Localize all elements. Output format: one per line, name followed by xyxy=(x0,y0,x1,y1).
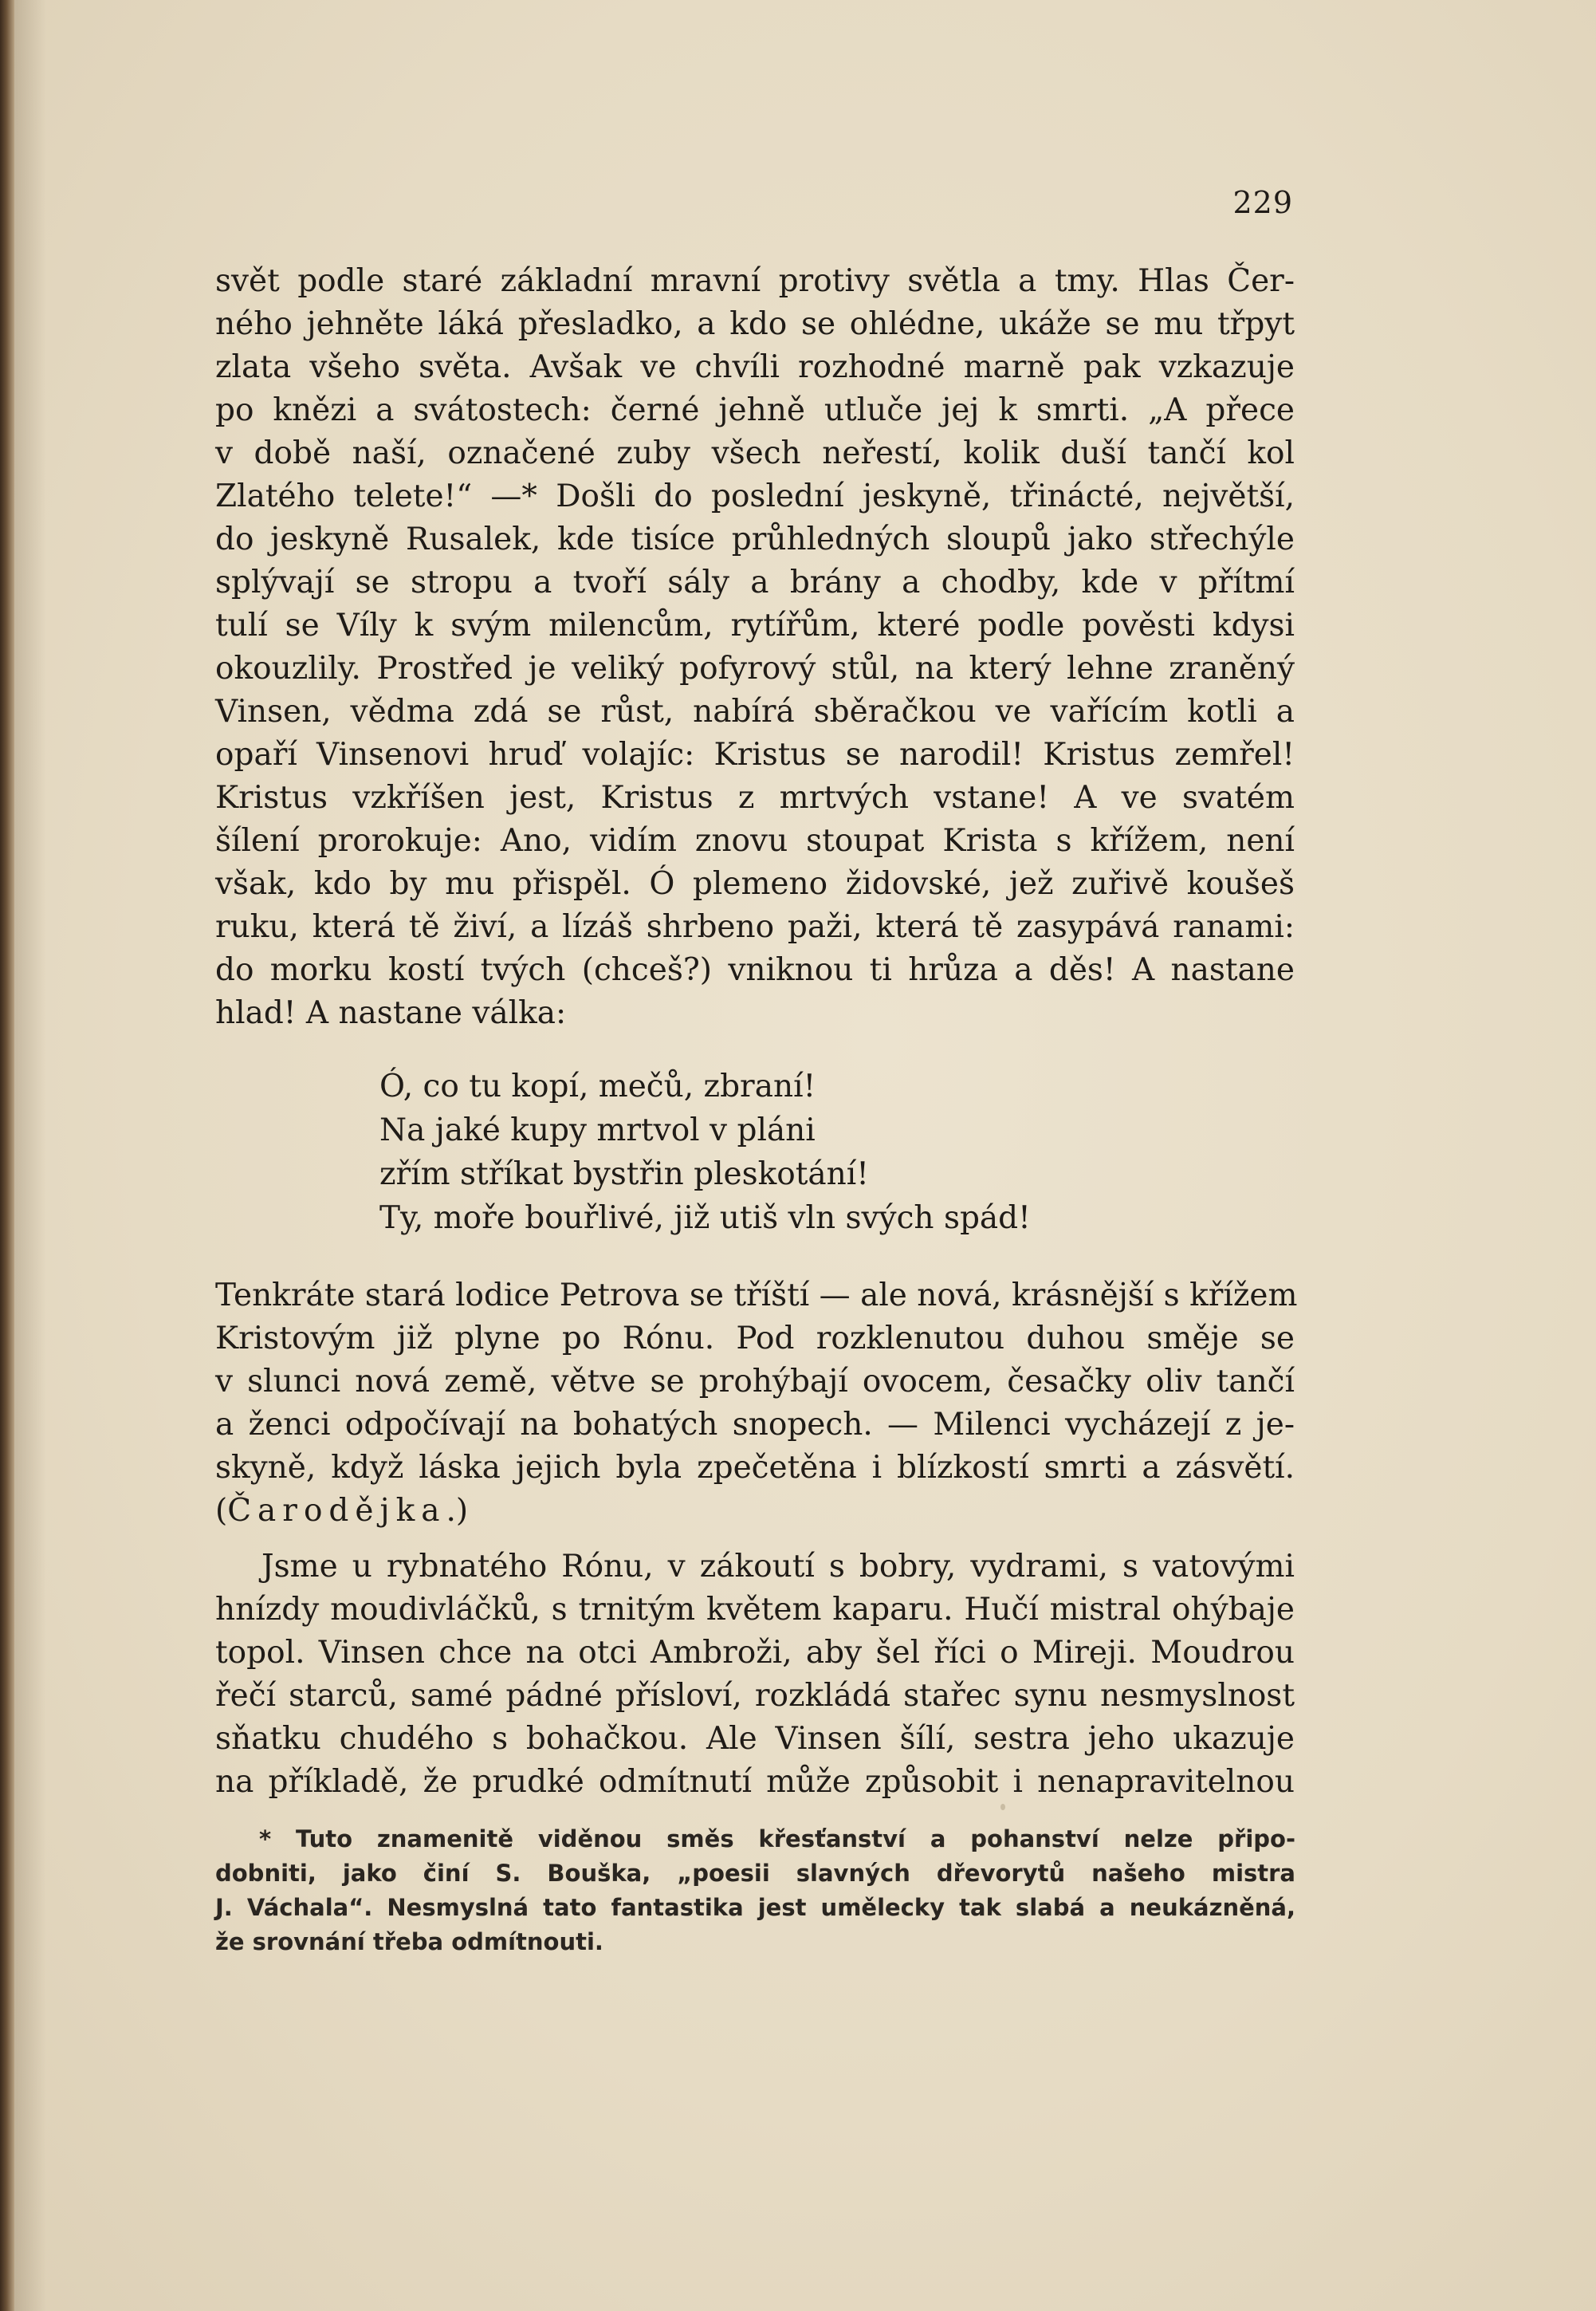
work-title-spaced: Čarodějka xyxy=(227,1493,446,1529)
text-line-source xyxy=(215,1490,1295,1533)
main-text-paragraph-2 xyxy=(215,1274,1298,1804)
paragraph-gap xyxy=(215,1533,1295,1545)
text-line: do jeskyně Rusalek, kde tisíce průhledných sloupů jako střechýle xyxy=(215,522,1295,557)
book-spine-edge xyxy=(0,0,14,2311)
text-line: opaří Vinsenovi hruď volajíc: Kristus se narodil! Kristus zemřel! xyxy=(215,737,1295,773)
text-line: tulí se Víly k svým milencům, rytířům, které podle pověsti kdysi xyxy=(215,608,1295,644)
text-line: topol. Vinsen chce na otci Ambroži, aby šel říci o Mireji. Moudrou xyxy=(215,1635,1295,1671)
text-line: svět podle staré základní mravní protivy světla a tmy. Hlas Čer- xyxy=(215,263,1295,299)
text-line: ného jehněte láká přesladko, a kdo se ohlédne, ukáže se mu třpyt xyxy=(215,306,1295,342)
text-line: po knězi a svátostech: černé jehně utluče jej k smrti. „A přece xyxy=(215,392,1295,428)
text-line: splývají se stropu a tvoří sály a brány a chodby, kde v přítmí xyxy=(215,565,1295,600)
text-line: v době naší, označené zuby všech neřestí, kolik duší tančí kol xyxy=(215,435,1295,471)
text-line: do morku kostí tvých (chceš?) vniknou ti hrůza a děs! A nastane xyxy=(215,952,1295,988)
text-line: Jsme u rybnatého Rónu, v zákoutí s bobry, vydrami, s vatovými xyxy=(261,1549,1295,1585)
footnote-line: že srovnání třeba odmítnouti. xyxy=(215,1928,603,1955)
text-line: ruku, která tě živí, a lízáš shrbeno paži, která tě zasypává ranami: xyxy=(215,909,1295,945)
footnote-line: dobniti, jako činí S. Bouška, „poesii slavných dřevorytů našeho mistra xyxy=(215,1860,1295,1887)
page-number: 229 xyxy=(1232,185,1293,220)
text-line: však, kdo by mu přispěl. Ó plemeno židovské, jež zuřivě koušeš xyxy=(215,866,1295,902)
text-line: Kristovým již plyne po Rónu. Pod rozklenutou duhou směje se xyxy=(215,1321,1295,1356)
footnote-line: J. Váchala“. Nesmyslná tato fantastika jest umělecky tak slabá a neukázněná, xyxy=(215,1894,1295,1921)
poem-line: Ty, moře bouřlivé, již utiš vln svých spád! xyxy=(379,1200,1031,1236)
text-line: sňatku chudého s bohačkou. Ale Vinsen šílí, sestra jeho ukazuje xyxy=(215,1721,1295,1757)
footnote xyxy=(215,1822,1295,1959)
text-line: v slunci nová země, větve se prohýbají ovocem, česačky oliv tančí xyxy=(215,1364,1295,1400)
text-line: Tenkráte stará lodice Petrova se tříští — ale nová, krásnější s křížem xyxy=(215,1278,1298,1313)
text-line: a ženci odpočívají na bohatých snopech. — Milenci vycházejí z je- xyxy=(215,1407,1295,1443)
footnote-line: * Tuto znamenitě viděnou směs křesťanství a pohanství nelze připo- xyxy=(259,1825,1295,1852)
poem-line: zřím stříkat bystřin pleskotání! xyxy=(379,1156,869,1192)
paren-open: ( xyxy=(215,1493,228,1529)
text-line: Kristus vzkříšen jest, Kristus z mrtvých vstane! A ve svatém xyxy=(215,780,1295,816)
text-line: hlad! A nastane válka: xyxy=(215,995,567,1031)
paper-speck xyxy=(1000,1804,1005,1810)
text-line: šílení prorokuje: Ano, vidím znovu stoupat Krista s křížem, není xyxy=(215,823,1295,859)
main-text-paragraph-1 xyxy=(215,260,1295,1035)
paren-close: .) xyxy=(446,1493,469,1529)
text-line: Zlatého telete!“ —* Došli do poslední jeskyně, třinácté, největší, xyxy=(215,478,1295,514)
spine-shadow xyxy=(14,0,46,2311)
poem-verse xyxy=(379,1065,1031,1240)
text-line: skyně, když láska jejich byla zpečetěna i blízkostí smrti a zásvětí. xyxy=(215,1450,1295,1486)
text-line: Vinsen, vědma zdá se růst, nabírá sběračkou ve vařícím kotli a xyxy=(215,694,1295,730)
text-line: okouzlily. Prostřed je veliký pofyrový stůl, na který lehne zraněný xyxy=(215,651,1295,687)
text-line: na příkladě, že prudké odmítnutí může způsobit i nenapravitelnou xyxy=(215,1764,1295,1800)
text-line: zlata všeho světa. Avšak ve chvíli rozhodné marně pak vzkazuje xyxy=(215,349,1295,385)
poem-line: Ó, co tu kopí, mečů, zbraní! xyxy=(379,1069,816,1104)
text-line: hnízdy moudivláčků, s trnitým květem kaparu. Hučí mistral ohýbaje xyxy=(215,1592,1295,1628)
text-line: řečí starců, samé pádné přísloví, rozkládá stařec synu nesmyslnost xyxy=(215,1678,1295,1714)
poem-line: Na jaké kupy mrtvol v pláni xyxy=(379,1112,816,1148)
